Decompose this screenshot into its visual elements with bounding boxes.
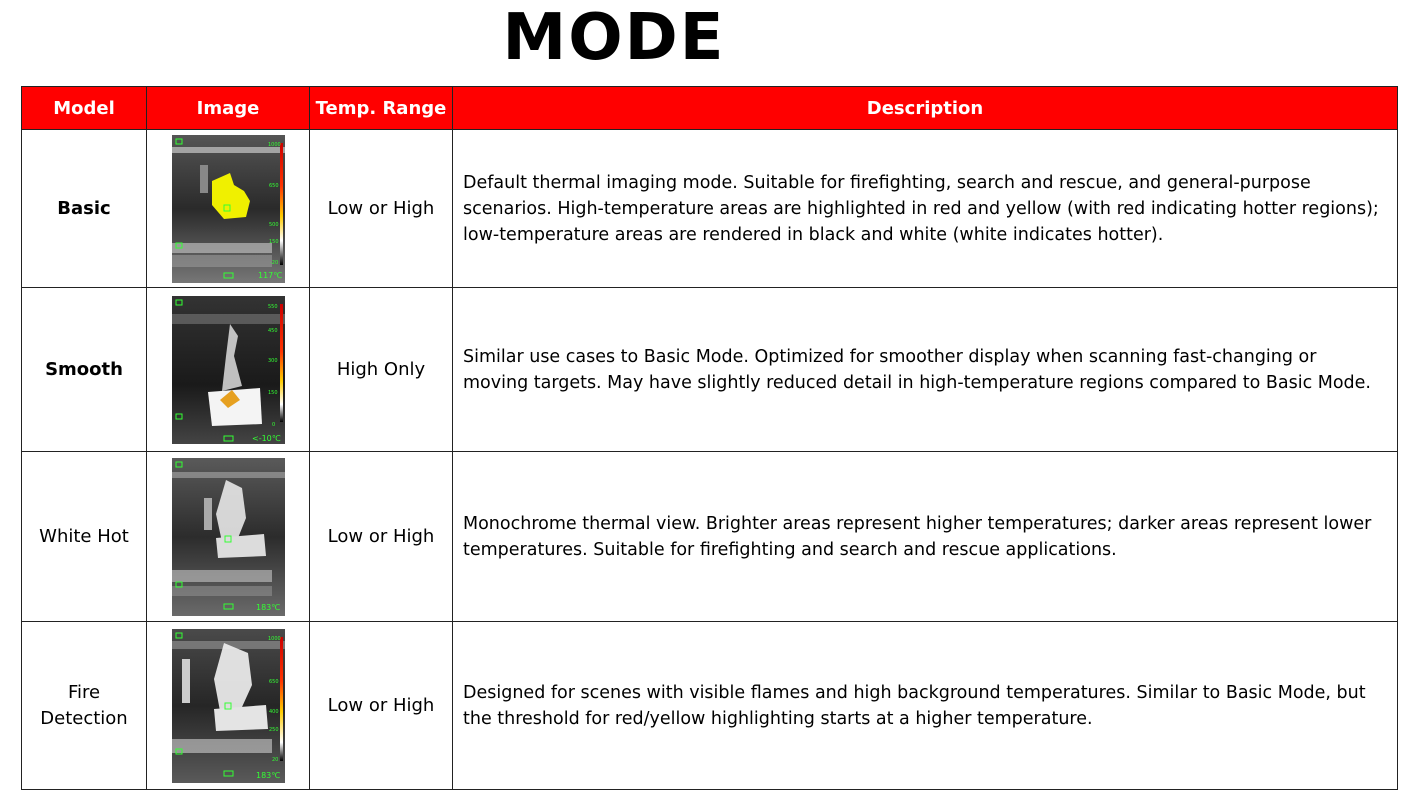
scale-label: 150 — [268, 238, 279, 245]
description-cell: Similar use cases to Basic Mode. Optimized for smoother display when scanning fast-changing or moving targets. May have slightly reduced detail in high-temperature regions compared to Basic Mode. — [453, 288, 1398, 452]
temperature-readout: 183℃ — [255, 602, 280, 612]
image-cell — [147, 288, 310, 452]
table-row — [22, 452, 1398, 622]
image-cell — [147, 452, 310, 622]
temp-range-cell: Low or High — [310, 622, 453, 790]
scale-label: 0 — [271, 421, 275, 428]
scale-label: 650 — [268, 678, 279, 685]
scale-label: -20 — [269, 259, 278, 266]
model-cell: Smooth — [22, 288, 147, 452]
table-header-row — [22, 87, 1398, 130]
thermal-thumbnail-white-hot — [172, 458, 285, 616]
scale-label: 250 — [268, 726, 279, 733]
scale-label: 1000 — [267, 141, 281, 148]
description-cell: Default thermal imaging mode. Suitable for firefighting, search and rescue, and general-purpose scenarios. High-temperature areas are highlighted in red and yellow (with red indicating hotter regions); low-temperature areas are rendered in black and white (white indicates hotter). — [453, 130, 1398, 288]
model-cell: Basic — [22, 130, 147, 288]
image-cell — [147, 622, 310, 790]
header-temp-range: Temp. Range — [310, 87, 453, 130]
temperature-readout: 117℃ — [257, 270, 282, 280]
model-cell: White Hot — [22, 452, 147, 622]
mode-table — [21, 86, 1398, 790]
scale-label: 400 — [268, 708, 279, 715]
scale-label: 20 — [271, 756, 278, 763]
description-cell: Monochrome thermal view. Brighter areas represent higher temperatures; darker areas represent lower temperatures. Suitable for firefighting and search and rescue applications. — [453, 452, 1398, 622]
thermal-thumbnail-smooth — [172, 296, 285, 444]
table-row — [22, 288, 1398, 452]
thermal-thumbnail-basic — [172, 135, 285, 283]
header-image: Image — [147, 87, 310, 130]
table-row — [22, 622, 1398, 790]
temp-range-cell: Low or High — [310, 130, 453, 288]
thermal-thumbnail-fire-detection — [172, 629, 285, 783]
temp-range-cell: Low or High — [310, 452, 453, 622]
table-row — [22, 130, 1398, 288]
model-cell — [22, 622, 147, 790]
scale-label: 500 — [268, 221, 279, 228]
scale-label: 150 — [267, 389, 278, 396]
scale-label: 450 — [267, 327, 278, 334]
header-model: Model — [22, 87, 147, 130]
scale-label: 1000 — [267, 635, 281, 642]
temperature-readout: <-10℃ — [251, 433, 281, 443]
description-cell: Designed for scenes with visible flames and high background temperatures. Similar to Basic Mode, but the threshold for red/yellow highlighting starts at a higher temperature. — [453, 622, 1398, 790]
scale-label: 300 — [267, 357, 278, 364]
page-title: MODE — [502, 1, 726, 75]
image-cell — [147, 130, 310, 288]
model-label: Fire Detection — [40, 681, 128, 729]
header-description: Description — [453, 87, 1398, 130]
scale-label: 550 — [267, 303, 278, 310]
temperature-readout: 183℃ — [255, 770, 280, 780]
temp-range-cell: High Only — [310, 288, 453, 452]
scale-label: 650 — [268, 182, 279, 189]
